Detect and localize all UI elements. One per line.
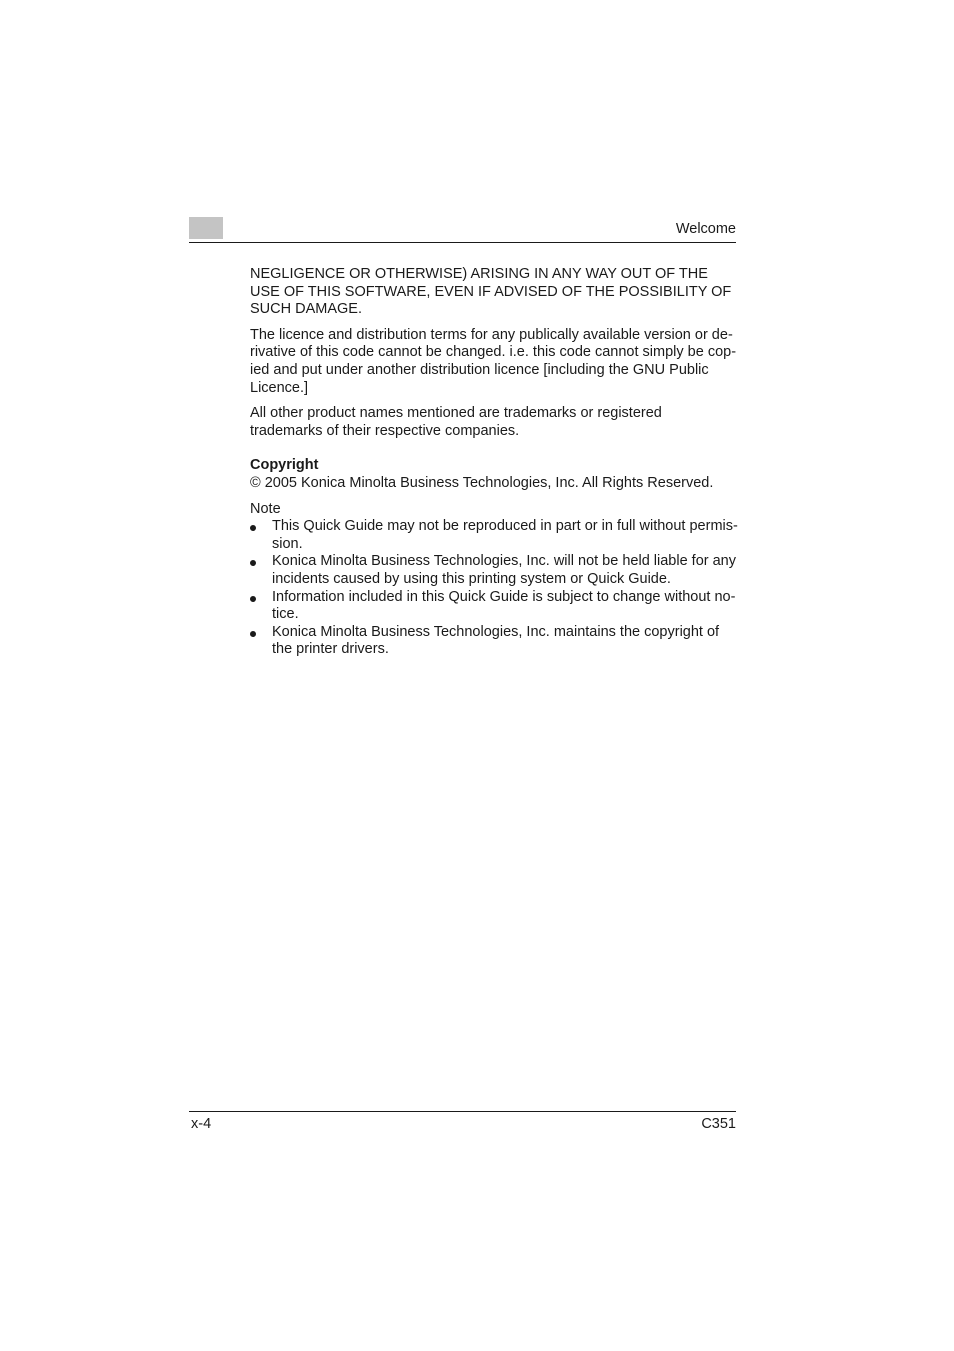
note-text: This Quick Guide may not be reproduced in part or in full without permis-sion. xyxy=(272,518,738,552)
page-number: x-4 xyxy=(191,1116,212,1132)
note-text: Konica Minolta Business Technologies, Inc. will not be held liable for any incidents caused by using this printing system or Quick Guide. xyxy=(272,553,736,587)
header-title: Welcome xyxy=(675,221,736,237)
note-label: Note xyxy=(250,500,281,517)
page-content xyxy=(250,266,738,659)
bullet-icon xyxy=(250,631,256,637)
note-text: Information included in this Quick Guide is subject to change without no-tice. xyxy=(272,588,736,623)
note-list xyxy=(250,518,738,659)
copyright-statement: © 2005 Konica Minolta Business Technologies, Inc. All Rights Reserved. xyxy=(250,474,714,491)
licence-paragraph: The licence and distribution terms for any publically available version or de-rivative of this code cannot be changed. i.e. this code cannot simply be cop-ied and put under another distribution licence [including the GNU Public Licence.] xyxy=(250,326,737,396)
disclaimer-paragraph: NEGLIGENCE OR OTHERWISE) ARISING IN ANY WAY OUT OF THE USE OF THIS SOFTWARE, EVEN IF ADVISED OF THE POSSIBILITY OF SUCH DAMAGE. xyxy=(250,266,732,318)
bullet-icon xyxy=(250,525,256,531)
list-item xyxy=(250,553,738,588)
header-divider xyxy=(189,242,736,243)
footer-divider xyxy=(189,1111,736,1112)
header-tab-marker xyxy=(189,217,223,239)
model-name: C351 xyxy=(701,1116,736,1132)
copyright-heading: Copyright xyxy=(250,457,319,474)
list-item xyxy=(250,624,738,659)
note-text: Konica Minolta Business Technologies, Inc. maintains the copyright of the printer drivers. xyxy=(272,623,720,658)
list-item xyxy=(250,518,738,553)
bullet-icon xyxy=(250,560,256,566)
trademark-paragraph: All other product names mentioned are trademarks or registered trademarks of their respective companies. xyxy=(250,405,662,439)
list-item xyxy=(250,589,738,624)
bullet-icon xyxy=(250,596,256,602)
